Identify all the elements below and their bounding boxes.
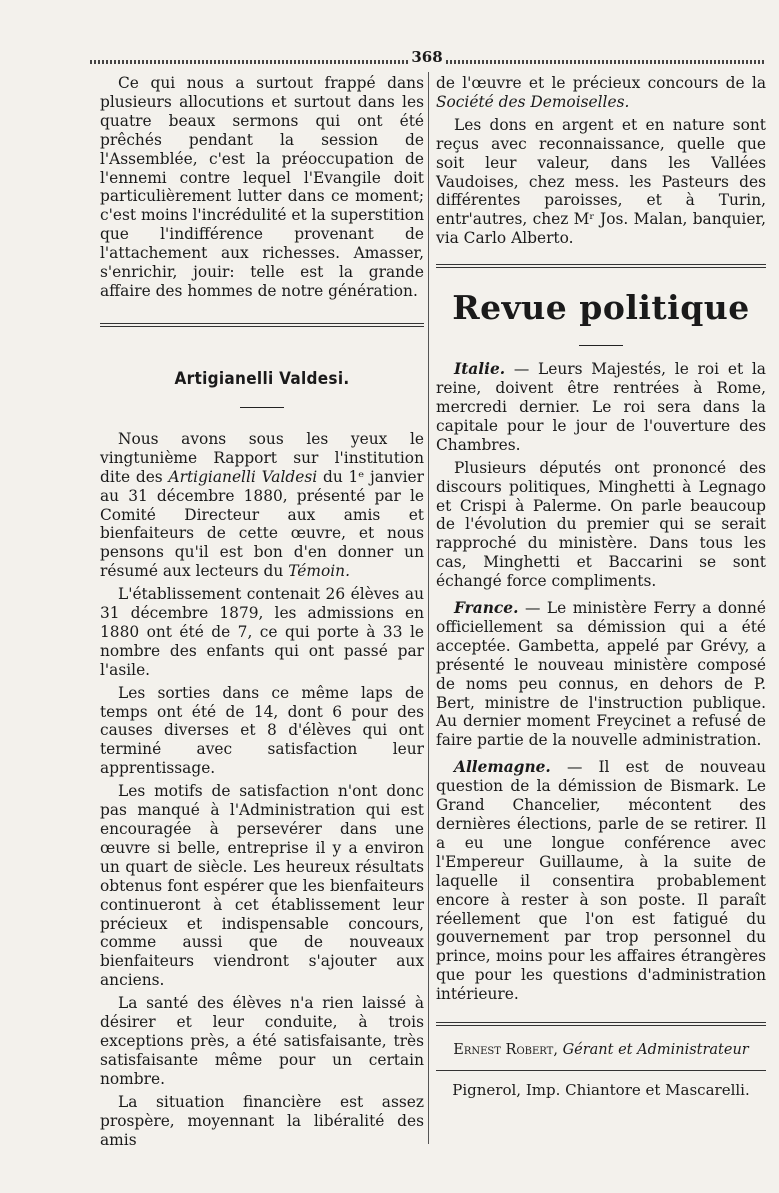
signature-line bbox=[436, 1042, 766, 1058]
country-france: France. bbox=[454, 599, 519, 618]
left-column bbox=[100, 74, 424, 1149]
left-paragraph-2: Nous avons sous les yeux le vingtunième Rapport sur l'institution dite des Artigianelli Valdesi du 1ᵉ janvier au 31 décembre 1880, présenté par le Comité Directeur aux amis et bienfaiteurs de cette œuvre, et nous pensons qu'il est bon d'en donner un résumé aux lecteurs du Témoin. bbox=[100, 429, 424, 581]
country-italie: Italie. bbox=[454, 360, 506, 379]
society-name: Société des Demoiselles. bbox=[436, 92, 630, 111]
right-paragraph-1: de l'œuvre et le précieux concours de la Société des Demoiselles. bbox=[436, 74, 766, 111]
left-paragraph-6: La santé des élèves n'a rien laissé à désirer et leur conduite, à trois exceptions près, a été satisfaisante, très satisfaisante même pour un certain nombre. bbox=[100, 994, 424, 1088]
title-underline bbox=[240, 407, 284, 408]
country-allemagne: Allemagne. bbox=[454, 758, 551, 777]
revue-heading: Revue politique bbox=[452, 288, 750, 328]
header-ornament-right bbox=[446, 60, 765, 64]
section-rule bbox=[100, 323, 424, 327]
institution-name: Artigianelli Valdesi bbox=[168, 467, 318, 486]
column-divider bbox=[428, 72, 429, 1144]
right-column bbox=[436, 74, 766, 1099]
france-paragraph: France. — Le ministère Ferry a donné officiellement sa démission qui a été acceptée. Gambetta, appelé par Grévy, a présenté le nouveau ministère composé de noms peu connus, en dehors de P. Bert, ministre de l'instruction publique. Au dernier moment Freycinet a refusé de faire partie de la nouvelle administration. bbox=[436, 599, 766, 750]
page-header bbox=[90, 48, 765, 70]
section-title: Artigianelli Valdesi. bbox=[174, 368, 350, 389]
footer-rule bbox=[436, 1022, 766, 1026]
header-ornament-left bbox=[90, 60, 408, 64]
italie-paragraph: Italie. — Leurs Majestés, le roi et la reine, doivent être rentrées à Rome, mercredi dernier. Le roi sera dans la capitale pour le jour de l'ouverture des Chambres. bbox=[436, 360, 766, 454]
page-number: 368 bbox=[411, 48, 443, 66]
left-paragraph-5: Les motifs de satisfaction n'ont donc pas manqué à l'Administration qui est encouragée à persevérer dans une œuvre si belle, entreprise il y a environ un quart de siècle. Les heureux résultats obtenus font espérer que les bienfaiteurs continueront à cet établissement leur précieux et indispensable concours, comme aussi que de nouveaux bienfaiteurs viendront s'ajouter aux anciens. bbox=[100, 782, 424, 990]
left-paragraph-7: La situation financière est assez prospère, moyennant la libéralité des amis bbox=[100, 1092, 424, 1149]
heading-underline bbox=[579, 345, 623, 346]
right-paragraph-2: Les dons en argent et en nature sont reçus avec reconnaissance, quelle que soit leur valeur, dans les Vallées Vaudoises, chez mess. les Pasteurs des différentes paroisses, et à Turin, entr'autres, chez Mʳ Jos. Malan, banquier, via Carlo Alberto. bbox=[436, 115, 766, 248]
allemagne-paragraph: Allemagne. — Il est de nouveau question de la démission de Bismark. Le Grand Chancelier, mécontent des dernières élections, parle de se retirer. Il a eu une longue conférence avec l'Empereur Guillaume, à la suite de laquelle il consentira probablement encore à rester à son poste. Il paraît réellement que l'on est fatigué du gouvernement par trop personnel du prince, moins pour les affaires étrangères que pour les questions d'administration intérieure. bbox=[436, 758, 766, 1004]
section-rule-right bbox=[436, 264, 766, 268]
left-paragraph-4: Les sorties dans ce même laps de temps ont été de 14, dont 6 pour des causes diverses et 8 d'élèves qui ont terminé avec satisfaction leur apprentissage. bbox=[100, 683, 424, 778]
italie-paragraph-2: Plusieurs députés ont prononcé des discours politiques, Minghetti à Legnago et Crispi à Palerme. On parle beaucoup de l'évolution du premier qui se serait rapproché du ministère. Dans tous les cas, Minghetti et Baccarini se sont échangé force compliments. bbox=[436, 458, 766, 591]
printer-imprint: Pignerol, Imp. Chiantore et Mascarelli. bbox=[452, 1081, 750, 1100]
manager-name: Ernest Robert, bbox=[453, 1042, 558, 1059]
left-paragraph-1: Ce qui nous a surtout frappé dans plusieurs allocutions et surtout dans les quatre beaux sermons qui ont été prêchés pendant la session de l'Assemblée, c'est la préoccupation de l'ennemi contre lequel l'Evangile doit particulièrement lutter dans ce moment; c'est moins l'incrédulité et la superstition que l'indifférence provenant de l'attachement aux richesses. Amasser, s'enrichir, jouir: telle est la grande affaire des hommes de notre génération. bbox=[100, 74, 424, 300]
journal-name: Témoin. bbox=[288, 562, 350, 581]
imprint-rule bbox=[436, 1070, 766, 1071]
left-paragraph-3: L'établissement contenait 26 élèves au 31 décembre 1879, les admissions en 1880 ont été de 7, ce qui porte à 33 le nombre des enfants qui ont passé par l'asile. bbox=[100, 585, 424, 679]
manager-role: Gérant et Administrateur bbox=[562, 1042, 749, 1059]
